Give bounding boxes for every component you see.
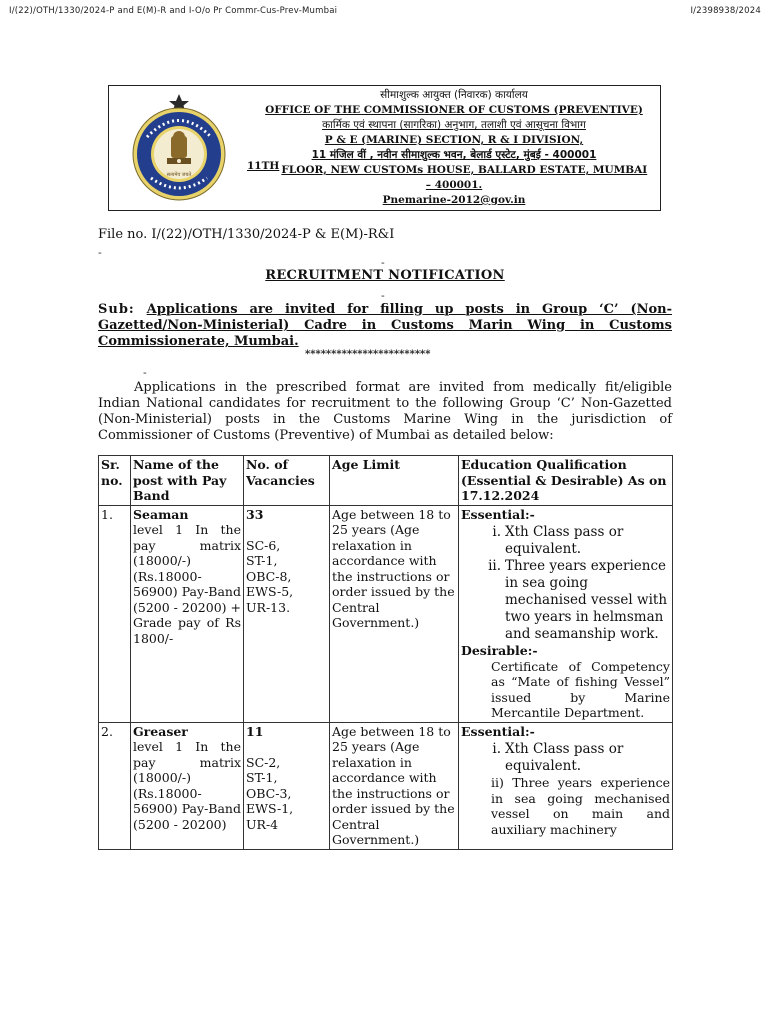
vacancy-cell xyxy=(244,722,330,849)
list-item-number: i. xyxy=(492,741,501,757)
office-hindi: सीमाशुल्क आयुक्त (निवारक) कार्यालय xyxy=(380,89,528,101)
section-title: P & E (MARINE) SECTION, R & I DIVISION, xyxy=(324,134,584,146)
vacancy-line: ST-1, xyxy=(246,770,278,785)
header-sr: Sr. no. xyxy=(99,456,131,506)
header-post-name: Name of the post with Pay Band xyxy=(131,456,244,506)
list-item-text: Three years experience in sea going mechanised vessel on main and auxiliary machinery xyxy=(491,775,670,837)
list-item-number: i. xyxy=(492,524,501,540)
list-item-text: Xth Class pass or equivalent. xyxy=(505,741,624,774)
dash-marker: - xyxy=(143,366,147,379)
post-cell xyxy=(131,505,244,722)
pay-details: level 1 In the pay matrix (18000/-) (Rs.18000-56900) Pay-Band (5200 - 20200) xyxy=(133,739,241,832)
list-item-number: ii) xyxy=(491,775,504,790)
office-title: OFFICE OF THE COMMISSIONER OF CUSTOMS (PREVENTIVE) xyxy=(265,104,643,116)
email-address: Pnemarine-2012@gov.in xyxy=(382,194,526,206)
floor-prefix: 11TH xyxy=(247,160,280,172)
age-limit: Age between 18 to 25 years (Age relaxation in accordance with the instructions or order issued by the Central Government.) xyxy=(330,505,459,722)
desirable-text: Certificate of Competency as “Mate of fishing Vessel” issued by Marine Mercantile Department. xyxy=(491,658,670,720)
subject-label: Sub: xyxy=(98,302,135,317)
list-item xyxy=(461,524,670,558)
list-item xyxy=(461,741,670,775)
dash-marker: - xyxy=(381,256,385,269)
vacancy-line: SC-2, xyxy=(246,754,281,770)
vacancy-line: SC-6, xyxy=(246,537,281,553)
divider-stars: ************************ xyxy=(305,349,431,360)
row-sr: 2. xyxy=(99,722,131,849)
desirable-label: Desirable:- xyxy=(461,643,538,658)
vacancy-line: OBC-3, xyxy=(246,785,292,801)
row-sr: 1. xyxy=(99,505,131,722)
vacancy-total: 11 xyxy=(246,723,264,739)
essential-label: Essential:- xyxy=(461,723,535,739)
address-hindi: 11 मंजिल वीं , नवीन सीमाशुल्क भवन, बेलार्ड एस्टेट, मुंबई - 400001 xyxy=(311,149,597,161)
letterhead xyxy=(108,85,661,211)
section-hindi: कार्मिक एवं स्थापना (सागरिका) अनुभाग, तलाशी एवं आसूचना विभाग xyxy=(322,119,586,131)
post-name: Seaman xyxy=(133,506,189,522)
list-item-number: ii. xyxy=(488,558,501,574)
intro-paragraph: Applications in the prescribed format are invited from medically fit/eligible Indian National candidates for recruitment to the following Group ‘C’ Non-Gazetted (Non-Ministerial) posts in the Customs Marine Wing in the jurisdiction of Commissioner of Customs (Preventive) of Mumbai as detailed below: xyxy=(98,380,672,443)
experience-text xyxy=(461,775,670,837)
list-item-text: Xth Class pass or equivalent. xyxy=(505,524,624,557)
file-number: File no. I/(22)/OTH/1330/2024-P & E(M)-R&I xyxy=(98,227,395,242)
subject-line xyxy=(98,302,672,350)
vacancy-cell xyxy=(244,505,330,722)
emblem-motto: सत्यमेव जयते xyxy=(166,172,192,178)
age-limit: Age between 18 to 25 years (Age relaxation in accordance with the instructions or order issued by the Central Government.) xyxy=(330,722,459,849)
dash-marker: - xyxy=(98,246,102,259)
vacancy-line: UR-4 xyxy=(246,816,279,832)
header-education: Education Qualification (Essential & Desirable) As on 17.12.2024 xyxy=(459,456,673,506)
education-cell xyxy=(459,722,673,849)
vacancy-line: EWS-1, xyxy=(246,801,294,816)
essential-label: Essential:- xyxy=(461,506,535,522)
customs-emblem-icon xyxy=(119,92,239,204)
post-cell xyxy=(131,722,244,849)
header-age-limit: Age Limit xyxy=(330,456,459,506)
dash-marker: - xyxy=(381,289,385,302)
header-vacancies: No. of Vacancies xyxy=(244,456,330,506)
vacancy-line: EWS-5, xyxy=(246,584,294,599)
vacancy-line: ST-1, xyxy=(246,553,278,568)
floor-address: FLOOR, NEW CUSTOMs HOUSE, BALLARD ESTATE, MUMBAI xyxy=(281,164,648,176)
vacancy-total: 33 xyxy=(246,506,264,522)
table-row xyxy=(99,722,673,849)
list-item-text: Three years experience in sea going mechanised vessel with two years in helmsman and seamanship work. xyxy=(505,558,668,642)
running-header-right: I/2398938/2024 xyxy=(690,6,761,16)
table-header-row xyxy=(99,456,673,506)
subject-text: Applications are invited for filling up posts in Group ‘C’ (Non-Gazetted/Non-Ministerial) Cadre in Customs Marin Wing in Customs Commissionerate, Mumbai. xyxy=(98,302,672,349)
page-title: RECRUITMENT NOTIFICATION xyxy=(265,268,505,283)
posts-table xyxy=(98,455,673,850)
table-row xyxy=(99,505,673,722)
running-header-left: I/(22)/OTH/1330/2024-P and E(M)-R and I-O/o Pr Commr-Cus-Prev-Mumbai xyxy=(9,6,338,16)
address-english xyxy=(247,160,661,178)
post-name: Greaser xyxy=(133,723,188,739)
pin-code: – 400001. xyxy=(425,179,483,191)
vacancy-line: UR-13. xyxy=(246,599,291,615)
vacancy-line: OBC-8, xyxy=(246,568,292,584)
list-item xyxy=(461,558,670,643)
education-cell xyxy=(459,505,673,722)
pay-details: level 1 In the pay matrix (18000/-) (Rs.18000-56900) Pay-Band (5200 - 20200) + Grade pay of Rs 1800/- xyxy=(133,522,241,646)
